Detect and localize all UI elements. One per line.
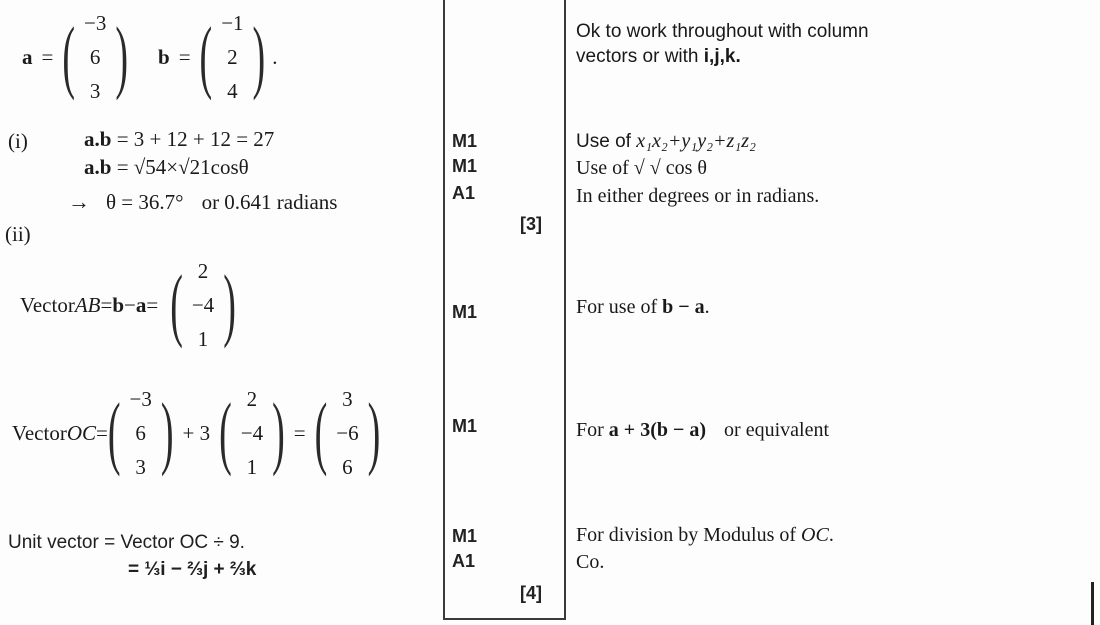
mark-a1-angle: A1	[452, 183, 476, 203]
comment-cosine: Use of √ √ cos θ	[576, 157, 707, 179]
left-paren: (	[170, 259, 183, 351]
b-minus-a-bold: b − a	[662, 296, 705, 318]
a-plus-3ba-bold: a + 3(b − a)	[608, 419, 707, 441]
cosine-expression: = √54×√21cosθ	[111, 155, 249, 179]
division-prefix: For division by Modulus of	[576, 524, 802, 546]
right-paren: )	[115, 11, 128, 103]
matrix-entry: 1	[197, 327, 209, 351]
minus-sign: −	[124, 292, 136, 317]
vector-ab-line	[20, 254, 236, 356]
vector-ab-prefix: Vector	[20, 292, 75, 317]
dot-product-line-1	[84, 127, 274, 152]
intro-comment-line-2	[576, 46, 741, 68]
comment-dot-product	[576, 130, 756, 153]
unit-vector-line-1: Unit vector = Vector OC ÷ 9.	[8, 532, 245, 553]
oc-italic: OC	[801, 524, 829, 546]
matrix-entry: −6	[336, 421, 359, 445]
matrix-entry: 6	[89, 45, 101, 69]
matrix-entry: 2	[227, 45, 238, 69]
part-ii-label: (ii)	[5, 222, 31, 246]
vector-a-matrix	[62, 6, 128, 108]
right-margin-tick	[1091, 582, 1094, 625]
implies-arrow: →	[68, 189, 90, 214]
mark-m1-oc: M1	[452, 416, 478, 436]
vector-ab-name: AB	[74, 292, 101, 317]
period: .	[828, 524, 834, 546]
matrix-entry: 1	[246, 455, 258, 479]
comment-co: Co.	[576, 551, 605, 573]
unit-vector-line-2: = ⅓i − ⅔j + ⅔k	[128, 559, 257, 580]
divider-left-rule	[443, 0, 445, 620]
oc-result-matrix	[315, 382, 381, 484]
use-of-prefix: Use of	[576, 131, 637, 152]
angle-radians: or 0.641 radians	[201, 190, 338, 214]
matrix-entry: 3	[89, 79, 101, 103]
matrix-entry: 4	[227, 79, 238, 103]
components-formula: x₁x₂+y₁y₂+z₁z₂	[636, 130, 756, 152]
matrix-entry: 3	[135, 455, 146, 479]
part-i-total: [3]	[520, 214, 542, 234]
matrix-entry: 6	[342, 455, 353, 479]
mark-a1-unit: A1	[452, 551, 476, 571]
vector-b-symbol: b	[158, 44, 170, 69]
ijk-bold: i,j,k.	[703, 46, 741, 67]
vector-a-symbol: a	[22, 44, 33, 69]
matrix-entry: 2	[197, 259, 209, 283]
b-symbol: b	[112, 292, 124, 317]
vector-oc-name: OC	[66, 420, 96, 445]
comment-degrees-radians: In either degrees or in radians.	[576, 185, 820, 207]
left-paren: (	[219, 387, 232, 479]
dot-product-line-2	[84, 155, 249, 180]
mark-m1-ab: M1	[452, 302, 478, 322]
vector-ab-matrix	[170, 254, 236, 356]
or-equivalent: or equivalent	[724, 419, 830, 441]
angle-degrees: θ = 36.7°	[106, 190, 184, 214]
right-paren: )	[223, 259, 236, 351]
matrix-entry: 6	[135, 421, 146, 445]
marks-bottom-rule	[443, 618, 566, 620]
mark-m1-dot-product: M1	[452, 131, 478, 151]
for-prefix: For	[576, 419, 609, 441]
plus-3-scalar: + 3	[182, 420, 211, 445]
equals-sign: =	[146, 292, 159, 317]
vector-oc-prefix: Vector	[12, 420, 67, 445]
mark-m1-cosine: M1	[452, 156, 478, 176]
for-use-of-prefix: For use of	[576, 296, 663, 318]
dot-product-value: = 3 + 12 + 12 = 27	[111, 127, 275, 151]
a-symbol: a	[135, 292, 147, 317]
matrix-entry: −3	[129, 387, 152, 411]
left-paren: (	[107, 387, 121, 479]
part-ii-total: [4]	[520, 583, 542, 603]
right-paren: )	[160, 387, 174, 479]
left-paren: (	[62, 11, 75, 103]
mark-m1-unit: M1	[452, 526, 478, 546]
matrix-entry: 2	[246, 387, 258, 411]
oc-matrix-ab	[219, 382, 285, 484]
divider-right-rule	[564, 0, 566, 620]
ab-dot-symbol: a.b	[84, 155, 112, 179]
ab-dot-symbol: a.b	[84, 127, 112, 151]
matrix-entry: −3	[84, 11, 107, 35]
matrix-entry: 3	[342, 387, 353, 411]
equals-sign: =	[100, 292, 113, 317]
left-paren: (	[199, 11, 213, 103]
equals-sign: =	[293, 420, 306, 445]
intro-comment-line-1: Ok to work throughout with column	[576, 21, 869, 42]
left-paren: (	[314, 387, 328, 479]
comment-oc-formula	[576, 419, 829, 442]
matrix-entry: −4	[191, 293, 215, 317]
vector-definitions	[22, 6, 277, 108]
equals-sign: =	[41, 44, 54, 69]
oc-matrix-a	[108, 382, 174, 484]
period: .	[704, 296, 710, 318]
matrix-entry: −4	[240, 421, 264, 445]
equals-sign: =	[96, 420, 108, 445]
intro-comment-prefix: vectors or with	[576, 46, 704, 67]
angle-result-line	[68, 189, 337, 215]
equals-sign: =	[178, 44, 191, 69]
comment-modulus	[576, 524, 834, 547]
comment-b-minus-a	[576, 296, 710, 319]
right-paren: )	[252, 11, 266, 103]
period: .	[272, 44, 278, 69]
matrix-entry: −1	[221, 11, 244, 35]
right-paren: )	[367, 387, 381, 479]
part-i-label: (i)	[8, 129, 28, 153]
vector-oc-line	[12, 382, 380, 484]
vector-b-matrix	[200, 6, 266, 108]
right-paren: )	[272, 387, 285, 479]
